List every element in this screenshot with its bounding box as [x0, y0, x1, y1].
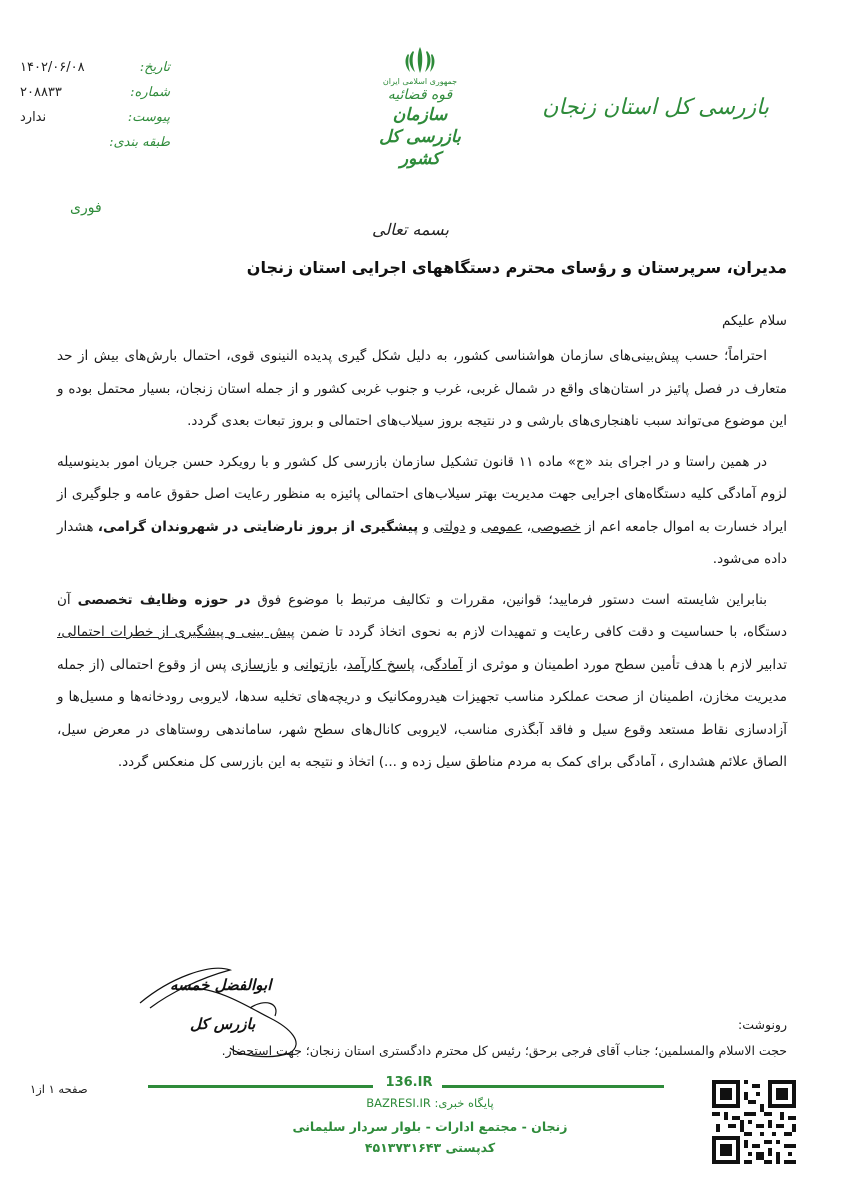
p2-underline-public: عمومی [480, 518, 523, 535]
cc-text: حجت الاسلام والمسلمین؛ جناب آقای فرجی برحق؛ رئیس کل محترم دادگستری استان زنجان؛ جهت استحضار. [221, 1043, 787, 1058]
number-row [20, 80, 170, 105]
p2-bold: پیشگیری از بروز نارضایتی در شهروندان گرامی، [97, 518, 419, 535]
footer-rule-right [442, 1085, 664, 1088]
classification-label: طبقه بندی: [109, 135, 170, 150]
p3-text-c: تدابیر لازم با هدف تأمین سطح مورد اطمینان و موثری از [462, 656, 787, 673]
signer-name: ابوالفضل خمسه [170, 976, 272, 994]
p3-underline-prevention: پیش بینی و پیشگیری از خطرات احتمالی، [57, 624, 295, 640]
p2-text-a: در همین راستا و در اجرای بند «ج» ماده ۱۱ قانون تشکیل سازمان بازرسی کل کشور و با رویکرد حسن جریان امور بدینوسیله لزوم آمادگی کلیه دستگاه‌های اجرایی جهت مدیریت بهتر سیلاب‌های احتمالی پائیزه به منظور رعایت اصل حقوق عامه و جلوگیری از ایراد خسارت به اموال جامعه اعم از [57, 453, 788, 535]
p3-sep-2: ، [337, 656, 347, 673]
p3-sep-3: و [278, 656, 294, 673]
p3-sep-1: ، [414, 656, 424, 673]
footer-website [300, 1096, 560, 1110]
emblem-line1: جمهوری اسلامی ایران [382, 77, 458, 86]
number-label: شماره: [130, 85, 170, 100]
p2-sep-1: ، [522, 518, 531, 535]
paragraph-3 [57, 584, 787, 779]
p3-underline-readiness: آمادگی [423, 656, 463, 673]
recipient-line: مدیران، سرپرستان و رؤسای محترم دستگاههای اجرایی استان زنجان [246, 258, 787, 277]
paragraph-2 [57, 446, 787, 576]
basmala: بسمه تعالی [372, 220, 449, 239]
org-title: بازرسی کل استان زنجان [542, 95, 769, 120]
attachment-value: ندارد [20, 110, 47, 125]
number-value: ۲۰۸۸۳۳ [20, 85, 62, 100]
footer-shortcode: 136.IR [385, 1075, 433, 1090]
footer-web-link[interactable]: BAZRESI.IR [366, 1096, 431, 1110]
p3-text-a: بنابراین شایسته است دستور فرمایید؛ قوانین، مقررات و تکالیف مرتبط با موضوع فوق [250, 591, 768, 608]
salutation: سلام علیکم [721, 313, 787, 329]
footer-address: زنجان - مجتمع ادارات - بلوار سردار سلیمانی [292, 1119, 568, 1134]
cc-label: رونوشت: [738, 1017, 787, 1032]
p2-sep-2: و [465, 518, 481, 535]
p3-underline-rebuild: بازسازی [231, 656, 279, 673]
footer-web-label: پایگاه خبری: [434, 1096, 494, 1110]
p2-underline-state: دولتی [433, 518, 466, 535]
p3-underline-recovery: بازتوانی [293, 656, 338, 673]
classification-row [20, 130, 170, 155]
priority-badge: فوری [70, 200, 102, 216]
footer-postal-code: کدپستی ۴۵۱۳۷۳۱۶۴۳ [364, 1140, 496, 1155]
p3-bold: در حوزه وظایف تخصصی [77, 591, 251, 608]
emblem [365, 45, 475, 170]
date-label: تاریخ: [139, 60, 170, 75]
p2-underline-private: خصوصی [530, 518, 581, 535]
attachment-label: پیوست: [127, 110, 170, 125]
p3-underline-response: پاسخ کارآمد [346, 656, 415, 673]
p3-text-b: آن دستگاه، با حساسیت و دقت کافی رعایت و تمهیدات لازم به نحوی اتخاذ گردد تا ضمن [57, 591, 787, 640]
p2-text-end: هشدار داده می‌شود. [57, 518, 787, 567]
paragraph-1: احتراماً؛ حسب پیش‌بینی‌های سازمان هواشناسی کشور، به دلیل شکل گیری پدیده النینوی قوی، احتمال بارش‌های بیش از حد متعارف در فصل پائیز در استان‌های واقع در شمال غربی، غرب و جنوب غربی کشور و از جمله استان زنجان، بسیار محتمل بوده و این موضوع می‌تواند سبب ناهنجاری‌های بارشی و در نتیجه بروز سیلاب‌های احتمالی و بروز تبعات بعدی گردد. [57, 348, 787, 429]
emblem-line3: سازمان بازرسی کل کشور [379, 105, 461, 169]
footer-rule-left [148, 1085, 373, 1088]
date-row [20, 55, 170, 80]
emblem-line2: قوه قضائیه [387, 87, 453, 103]
p3-text-d: پس از وقوع احتمالی (از جمله مدیریت مخازن، اطمینان از صحت عملکرد مناسب تجهیزات هیدرومکانیک و دریچه‌های تخلیه سدها، لایروبی رودخانه‌ها و مسیل‌ها و آزادسازی نقاط مستعد وقوع سیل و فاقد آبگذری مناسب، لایروبی کانال‌های سطح شهر، ساماندهی روستاهای در معرض سیل، الصاق علائم هشداری ، آمادگی برای کمک به مردم مناطق سیل زده و ...) اتخاذ و نتیجه به این بازرسی کل منعکس گردد. [57, 656, 787, 770]
attachment-row [20, 105, 170, 130]
qr-code-icon [712, 1080, 796, 1164]
date-value: ۱۴۰۲/۰۶/۰۸ [20, 60, 85, 75]
signer-title: بازرس کل [190, 1015, 256, 1033]
letter-body [57, 340, 787, 787]
letter-meta [20, 55, 170, 155]
emblem-icon [403, 45, 437, 75]
p2-sep-3: و [418, 518, 434, 535]
page-number: صفحه ۱ از۱ [30, 1082, 88, 1096]
